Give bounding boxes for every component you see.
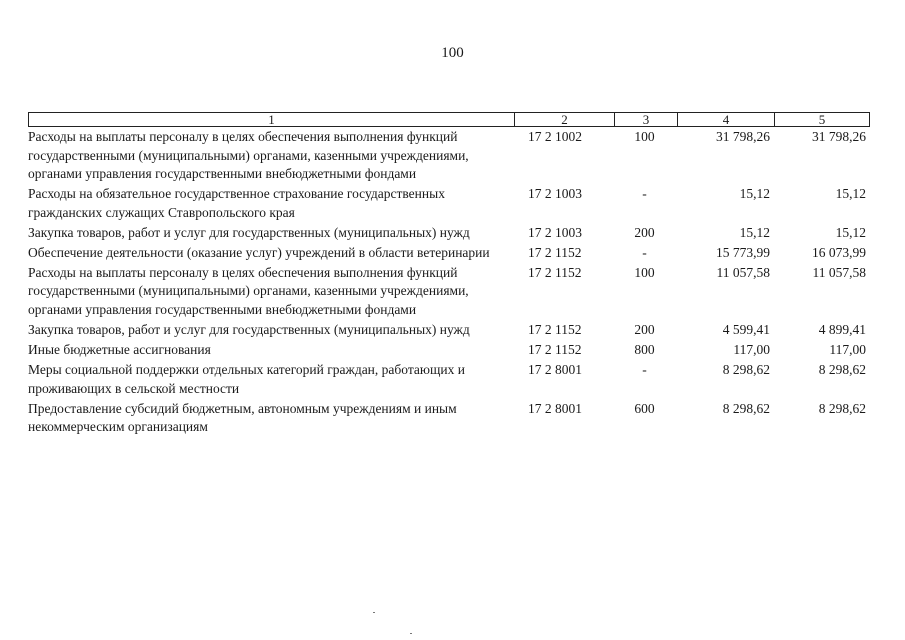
row-code: 17 2 1152 xyxy=(528,342,582,358)
row-amount-col5: 8 298,62 xyxy=(818,400,866,416)
row-code: 17 2 8001 xyxy=(528,362,582,378)
scan-speck xyxy=(410,633,412,634)
row-code: 17 2 8001 xyxy=(528,400,582,416)
row-expense-type: 800 xyxy=(634,342,655,358)
table-row xyxy=(28,264,870,320)
row-amount-col4: 31 798,26 xyxy=(716,129,770,144)
table-row xyxy=(28,341,870,360)
header-col-4: 4 xyxy=(677,113,774,126)
header-col-5: 5 xyxy=(774,113,869,126)
row-expense-type: 600 xyxy=(634,400,655,416)
row-amount-col5: 8 298,62 xyxy=(818,362,866,378)
row-amount-col5: 15,12 xyxy=(835,186,866,202)
row-expense-type: 100 xyxy=(634,264,655,280)
header-col-2: 2 xyxy=(514,113,614,126)
row-expense-type: 100 xyxy=(634,129,655,144)
header-col-1: 1 xyxy=(268,112,275,127)
row-description: Расходы на обязательное государственное страхование государственных гражданских служащих Ставропольского края xyxy=(28,186,445,220)
row-description: Закупка товаров, работ и услуг для государственных (муниципальных) нужд xyxy=(28,321,470,337)
row-description: Расходы на выплаты персоналу в целях обеспечения выполнения функций государственными (муниципальными) органами, казенными учреждениями, органами управления государственными внебюджетными фондами xyxy=(28,129,469,181)
row-description: Предоставление субсидий бюджетным, автономным учреждениям и иным некоммерческим организациям xyxy=(28,400,457,435)
scan-speck xyxy=(373,612,375,613)
row-amount-col5: 16 073,99 xyxy=(812,244,866,260)
row-expense-type: 200 xyxy=(634,224,655,240)
header-col-3: 3 xyxy=(614,113,677,126)
table-row xyxy=(28,224,870,243)
row-expense-type: 200 xyxy=(634,321,655,337)
row-amount-col5: 11 057,58 xyxy=(812,264,866,280)
row-amount-col4: 15 773,99 xyxy=(716,244,770,260)
row-amount-col5: 117,00 xyxy=(829,342,866,358)
row-amount-col4: 8 298,62 xyxy=(722,362,770,378)
row-amount-col5: 4 899,41 xyxy=(818,321,866,337)
table-body xyxy=(28,128,870,438)
row-code: 17 2 1003 xyxy=(528,186,582,202)
row-amount-col4: 15,12 xyxy=(739,186,770,202)
table-row xyxy=(28,185,870,222)
row-expense-type: - xyxy=(642,186,647,202)
row-description: Обеспечение деятельности (оказание услуг) учреждений в области ветеринарии xyxy=(28,244,490,260)
row-amount-col4: 117,00 xyxy=(733,342,770,358)
row-code: 17 2 1152 xyxy=(528,244,582,260)
row-amount-col4: 11 057,58 xyxy=(716,264,770,280)
table-row xyxy=(28,321,870,340)
row-amount-col5: 15,12 xyxy=(835,224,866,240)
row-code: 17 2 1152 xyxy=(528,321,582,337)
row-description: Меры социальной поддержки отдельных категорий граждан, работающих и проживающих в сельской местности xyxy=(28,362,465,396)
table-header-row xyxy=(28,112,870,127)
row-description: Иные бюджетные ассигнования xyxy=(28,342,211,358)
row-amount-col4: 15,12 xyxy=(739,224,770,240)
row-description: Закупка товаров, работ и услуг для государственных (муниципальных) нужд xyxy=(28,224,470,240)
table-row xyxy=(28,361,870,398)
table-row xyxy=(28,400,870,437)
row-amount-col4: 8 298,62 xyxy=(722,400,770,416)
row-expense-type: - xyxy=(642,362,647,378)
table-row xyxy=(28,244,870,263)
page-number: 100 xyxy=(441,45,464,61)
row-code: 17 2 1003 xyxy=(528,224,582,240)
table-row xyxy=(28,128,870,184)
row-amount-col4: 4 599,41 xyxy=(722,321,770,337)
row-code: 17 2 1002 xyxy=(528,129,582,144)
row-amount-col5: 31 798,26 xyxy=(812,129,866,144)
row-description: Расходы на выплаты персоналу в целях обеспечения выполнения функций государственными (муниципальными) органами, казенными учреждениями, органами управления государственными внебюджетными фондами xyxy=(28,264,469,317)
row-code: 17 2 1152 xyxy=(528,264,582,280)
row-expense-type: - xyxy=(642,244,647,260)
